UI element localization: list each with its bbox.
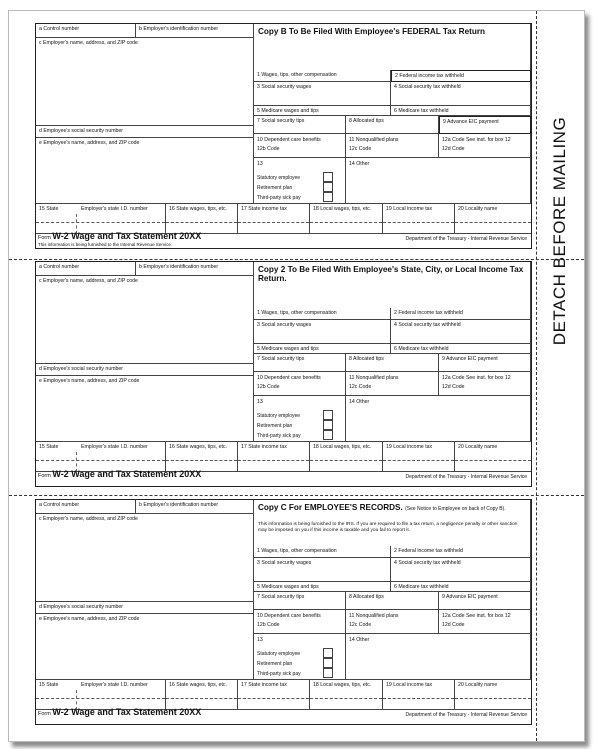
box-1[interactable]: 1 Wages, tips, other compensation xyxy=(254,546,391,558)
employee-name-field[interactable] xyxy=(36,614,254,680)
box-16[interactable]: 16 State wages, tips, etc. xyxy=(166,204,238,234)
employee-ssn-field[interactable] xyxy=(36,364,254,376)
box-2[interactable]: 2 Federal income tax withheld xyxy=(391,546,531,558)
copy-header xyxy=(254,24,531,70)
employee-ssn-label: d Employee's social security number xyxy=(39,604,124,610)
box-9[interactable]: 9 Advance EIC payment xyxy=(439,592,531,610)
w2-form-sheet xyxy=(8,10,585,742)
statutory-employee-checkbox[interactable] xyxy=(323,648,333,658)
control-number-label: a Control number xyxy=(39,26,80,32)
box-3[interactable]: 3 Social security wages xyxy=(254,320,391,344)
box-8[interactable]: 8 Allocated tips xyxy=(346,116,439,134)
statutory-employee-label: Statutory employee xyxy=(257,175,301,181)
box-15[interactable]: 15 State Employer's state I.D. number xyxy=(36,442,166,472)
third-party-sick-pay-checkbox[interactable] xyxy=(323,668,333,678)
employee-name-label: e Employee's name, address, and ZIP code xyxy=(39,378,140,384)
retirement-plan-label: Retirement plan xyxy=(257,185,293,191)
box-4[interactable]: 4 Social security tax withheld xyxy=(391,558,531,582)
box-9[interactable]: 9 Advance EIC payment xyxy=(439,116,531,134)
box-15[interactable]: 15 State Employer's state I.D. number xyxy=(36,680,166,710)
third-party-sick-pay-label: Third-party sick pay xyxy=(257,433,301,439)
box-2[interactable]: 2 Federal income tax withheld xyxy=(391,308,531,320)
box-10[interactable]: 10 Dependent care benefits 12b Code xyxy=(254,134,346,158)
box-6[interactable]: 6 Medicare tax withheld xyxy=(391,344,531,354)
box-6[interactable]: 6 Medicare tax withheld xyxy=(391,582,531,592)
box-12[interactable]: 12a Code See inst. for box 12 12d Code xyxy=(439,134,531,158)
box-20[interactable]: 20 Locality name xyxy=(455,442,531,472)
box-1[interactable]: 1 Wages, tips, other compensation xyxy=(254,70,391,82)
box-19[interactable]: 19 Local income tax xyxy=(383,204,455,234)
box-18[interactable]: 18 Local wages, tips, etc. xyxy=(310,442,383,472)
box-2[interactable]: 2 Federal income tax withheld xyxy=(391,70,531,82)
employer-id-label: b Employer's identification number xyxy=(139,26,219,32)
w2-copy-1 xyxy=(35,23,532,249)
box-4[interactable]: 4 Social security tax withheld xyxy=(391,320,531,344)
statutory-employee-checkbox[interactable] xyxy=(323,410,333,420)
w2-copy-3 xyxy=(35,499,532,725)
box-18[interactable]: 18 Local wages, tips, etc. xyxy=(310,204,383,234)
detach-line-vertical xyxy=(536,11,537,741)
retirement-plan-checkbox[interactable] xyxy=(323,658,333,668)
retirement-plan-checkbox[interactable] xyxy=(323,182,333,192)
box-16[interactable]: 16 State wages, tips, etc. xyxy=(166,680,238,710)
detach-line-1 xyxy=(9,259,584,260)
employee-name-field[interactable] xyxy=(36,376,254,442)
copy-title: Copy B To Be Filed With Employee's FEDERAL Tax Return xyxy=(258,27,486,36)
employer-name-label: c Employer's name, address, and ZIP code xyxy=(39,516,138,522)
box-3[interactable]: 3 Social security wages xyxy=(254,558,391,582)
control-number-field[interactable] xyxy=(36,262,136,276)
control-number-label: a Control number xyxy=(39,264,80,270)
employee-name-label: e Employee's name, address, and ZIP code xyxy=(39,616,140,622)
copy-header xyxy=(254,262,531,308)
employer-name-field[interactable] xyxy=(36,38,254,126)
copy-note: This information is being furnished to the IRS. If you are required to file a tax return, a negligence penalty or other sanction may be imposed on you if this income is taxable and you fail to report it. xyxy=(258,522,518,533)
box-12[interactable]: 12a Code See inst. for box 12 12d Code xyxy=(439,610,531,634)
box-3[interactable]: 3 Social security wages xyxy=(254,82,391,106)
statutory-employee-label: Statutory employee xyxy=(257,651,301,657)
box-4[interactable]: 4 Social security tax withheld xyxy=(391,82,531,106)
box-20[interactable]: 20 Locality name xyxy=(455,680,531,710)
box-17[interactable]: 17 State income tax xyxy=(238,442,310,472)
copy-header xyxy=(254,500,531,546)
box-7[interactable]: 7 Social security tips xyxy=(254,116,346,134)
detach-line-2 xyxy=(9,495,584,496)
control-number-field[interactable] xyxy=(36,24,136,38)
box-11[interactable]: 11 Nonqualified plans 12c Code xyxy=(346,610,439,634)
employer-id-field[interactable] xyxy=(136,24,254,38)
third-party-sick-pay-label: Third-party sick pay xyxy=(257,195,301,201)
form-title: Form W-2 Wage and Tax Statement 20XX xyxy=(38,707,202,717)
employer-name-label: c Employer's name, address, and ZIP code xyxy=(39,278,138,284)
box-14[interactable]: 14 Other xyxy=(346,634,531,680)
box-5[interactable]: 5 Medicare wages and tips xyxy=(254,582,391,592)
box-15[interactable]: 15 State Employer's state I.D. number xyxy=(36,204,166,234)
box-18[interactable]: 18 Local wages, tips, etc. xyxy=(310,680,383,710)
box-1[interactable]: 1 Wages, tips, other compensation xyxy=(254,308,391,320)
retirement-plan-checkbox[interactable] xyxy=(323,420,333,430)
department-label: Department of the Treasury - Internal Revenue Service xyxy=(405,474,527,480)
box-12[interactable]: 12a Code See inst. for box 12 12d Code xyxy=(439,372,531,396)
box-13: 13 Statutory employee Retirement plan Third-party sick pay xyxy=(254,634,346,680)
box-9[interactable]: 9 Advance EIC payment xyxy=(439,354,531,372)
box-19[interactable]: 19 Local income tax xyxy=(383,442,455,472)
box-10[interactable]: 10 Dependent care benefits 12b Code xyxy=(254,610,346,634)
box-5[interactable]: 5 Medicare wages and tips xyxy=(254,106,391,116)
third-party-sick-pay-label: Third-party sick pay xyxy=(257,671,301,677)
employer-name-field[interactable] xyxy=(36,276,254,364)
box-11[interactable]: 11 Nonqualified plans 12c Code xyxy=(346,372,439,396)
employee-name-label: e Employee's name, address, and ZIP code xyxy=(39,140,140,146)
employee-ssn-label: d Employee's social security number xyxy=(39,128,124,134)
copy-title: Copy C For EMPLOYEE'S RECORDS. (See Notice to Employee on back of Copy B). xyxy=(258,503,506,512)
box-10[interactable]: 10 Dependent care benefits 12b Code xyxy=(254,372,346,396)
box-17[interactable]: 17 State income tax xyxy=(238,204,310,234)
employee-ssn-field[interactable] xyxy=(36,602,254,614)
detach-before-mailing-label: DETACH BEFORE MAILING xyxy=(550,116,570,346)
box-7[interactable]: 7 Social security tips xyxy=(254,354,346,372)
box-16[interactable]: 16 State wages, tips, etc. xyxy=(166,442,238,472)
statutory-employee-checkbox[interactable] xyxy=(323,172,333,182)
box-13: 13 Statutory employee Retirement plan Third-party sick pay xyxy=(254,158,346,204)
control-number-field[interactable] xyxy=(36,500,136,514)
employee-name-field[interactable] xyxy=(36,138,254,204)
department-label: Department of the Treasury - Internal Revenue Service xyxy=(405,712,527,718)
employer-name-field[interactable] xyxy=(36,514,254,602)
form-title: Form W-2 Wage and Tax Statement 20XX xyxy=(38,469,202,479)
retirement-plan-label: Retirement plan xyxy=(257,661,293,667)
employer-id-field[interactable] xyxy=(136,262,254,276)
w2-copy-2 xyxy=(35,261,532,487)
employer-id-label: b Employer's identification number xyxy=(139,264,219,270)
box-14[interactable]: 14 Other xyxy=(346,158,531,204)
box-8[interactable]: 8 Allocated tips xyxy=(346,592,439,610)
employee-ssn-field[interactable] xyxy=(36,126,254,138)
third-party-sick-pay-checkbox[interactable] xyxy=(323,192,333,202)
employer-name-label: c Employer's name, address, and ZIP code xyxy=(39,40,138,46)
box-8[interactable]: 8 Allocated tips xyxy=(346,354,439,372)
box-19[interactable]: 19 Local income tax xyxy=(383,680,455,710)
employee-ssn-label: d Employee's social security number xyxy=(39,366,124,372)
employer-id-label: b Employer's identification number xyxy=(139,502,219,508)
box-14[interactable]: 14 Other xyxy=(346,396,531,442)
box-7[interactable]: 7 Social security tips xyxy=(254,592,346,610)
employer-id-field[interactable] xyxy=(136,500,254,514)
box-5[interactable]: 5 Medicare wages and tips xyxy=(254,344,391,354)
box-20[interactable]: 20 Locality name xyxy=(455,204,531,234)
form-title: Form W-2 Wage and Tax Statement 20XX xyxy=(38,231,202,241)
control-number-label: a Control number xyxy=(39,502,80,508)
statutory-employee-label: Statutory employee xyxy=(257,413,301,419)
third-party-sick-pay-checkbox[interactable] xyxy=(323,430,333,440)
box-13: 13 Statutory employee Retirement plan Third-party sick pay xyxy=(254,396,346,442)
detach-stub xyxy=(538,11,582,451)
department-label: Department of the Treasury - Internal Revenue Service xyxy=(405,236,527,242)
retirement-plan-label: Retirement plan xyxy=(257,423,293,429)
box-6[interactable]: 6 Medicare tax withheld xyxy=(391,106,531,116)
box-17[interactable]: 17 State income tax xyxy=(238,680,310,710)
copy-subtext: This information is being furnished to the Internal Revenue Service. xyxy=(38,242,173,247)
copy-title: Copy 2 To Be Filed With Employee's State, City, or Local Income Tax Return. xyxy=(258,265,524,283)
box-11[interactable]: 11 Nonqualified plans 12c Code xyxy=(346,134,439,158)
